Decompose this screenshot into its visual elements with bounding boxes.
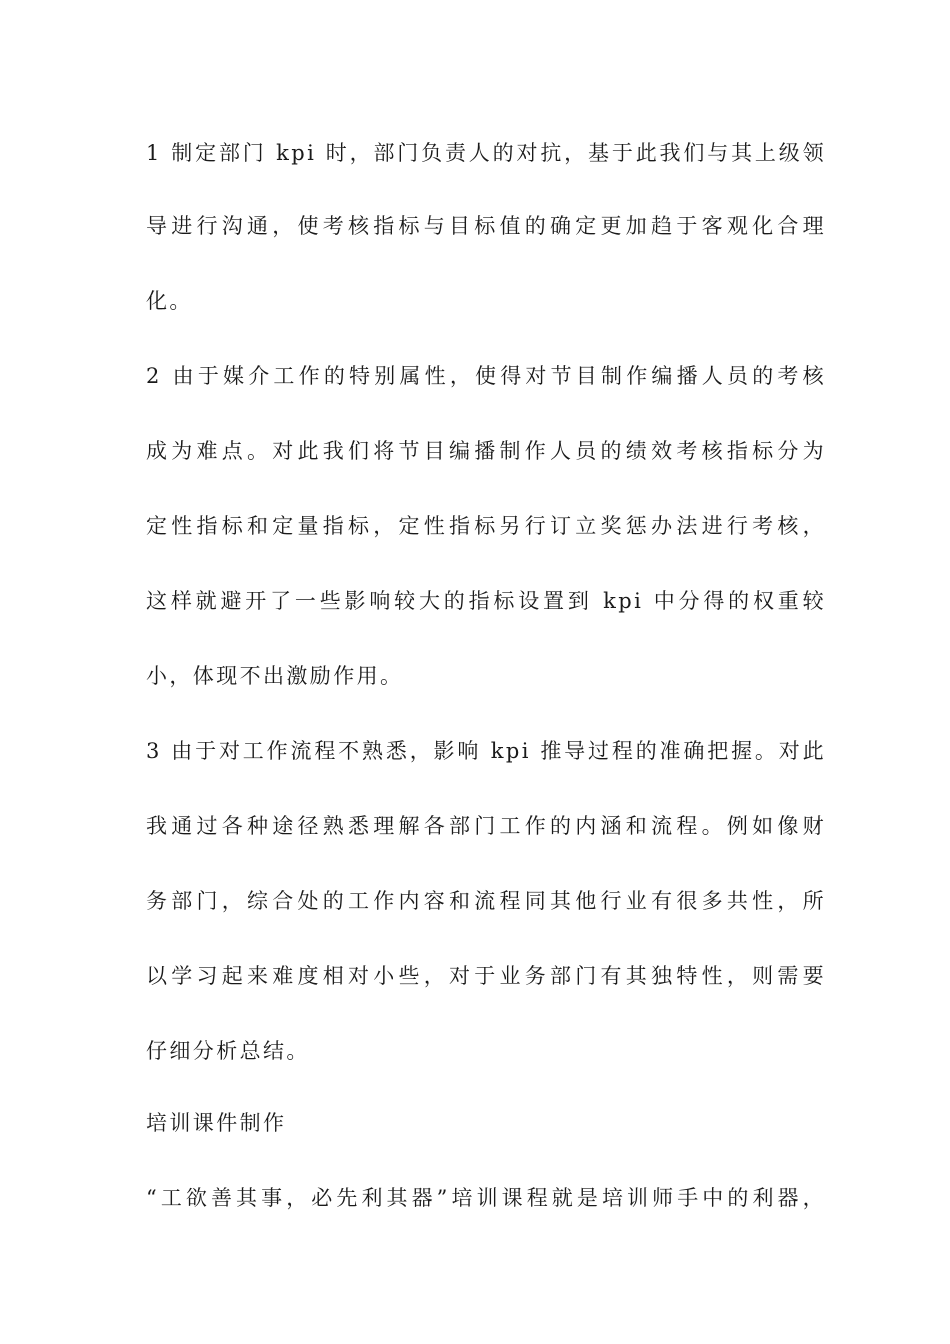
text-line: 化。 [146, 289, 193, 313]
text-line: 以学习起来难度相对小些，对于业务部门有其独特性，则需要 [146, 964, 826, 988]
text-line: 小，体现不出激励作用。 [146, 664, 404, 688]
text-line: 务部门，综合处的工作内容和流程同其他行业有很多共性，所 [146, 889, 826, 913]
section-heading: 培训课件制作 [146, 1111, 287, 1135]
text-line: 仔细分析总结。 [146, 1039, 310, 1063]
text-line: 1 制定部门 kpi 时，部门负责人的对抗，基于此我们与其上级领 [146, 141, 826, 165]
text-line: 定性指标和定量指标，定性指标另行订立奖惩办法进行考核， [146, 514, 826, 538]
text-line: “工欲善其事，必先利其器”培训课程就是培训师手中的利器， [146, 1186, 826, 1210]
text-line: 导进行沟通，使考核指标与目标值的确定更加趋于客观化合理 [146, 214, 826, 238]
text-line: 成为难点。对此我们将节目编播制作人员的绩效考核指标分为 [146, 439, 826, 463]
text-line: 这样就避开了一些影响较大的指标设置到 kpi 中分得的权重较 [146, 589, 826, 613]
text-line: 我通过各种途径熟悉理解各部门工作的内涵和流程。例如像财 [146, 814, 826, 838]
text-line: 2 由于媒介工作的特别属性，使得对节目制作编播人员的考核 [146, 364, 826, 388]
text-line: 3 由于对工作流程不熟悉，影响 kpi 推导过程的准确把握。对此 [146, 739, 826, 763]
